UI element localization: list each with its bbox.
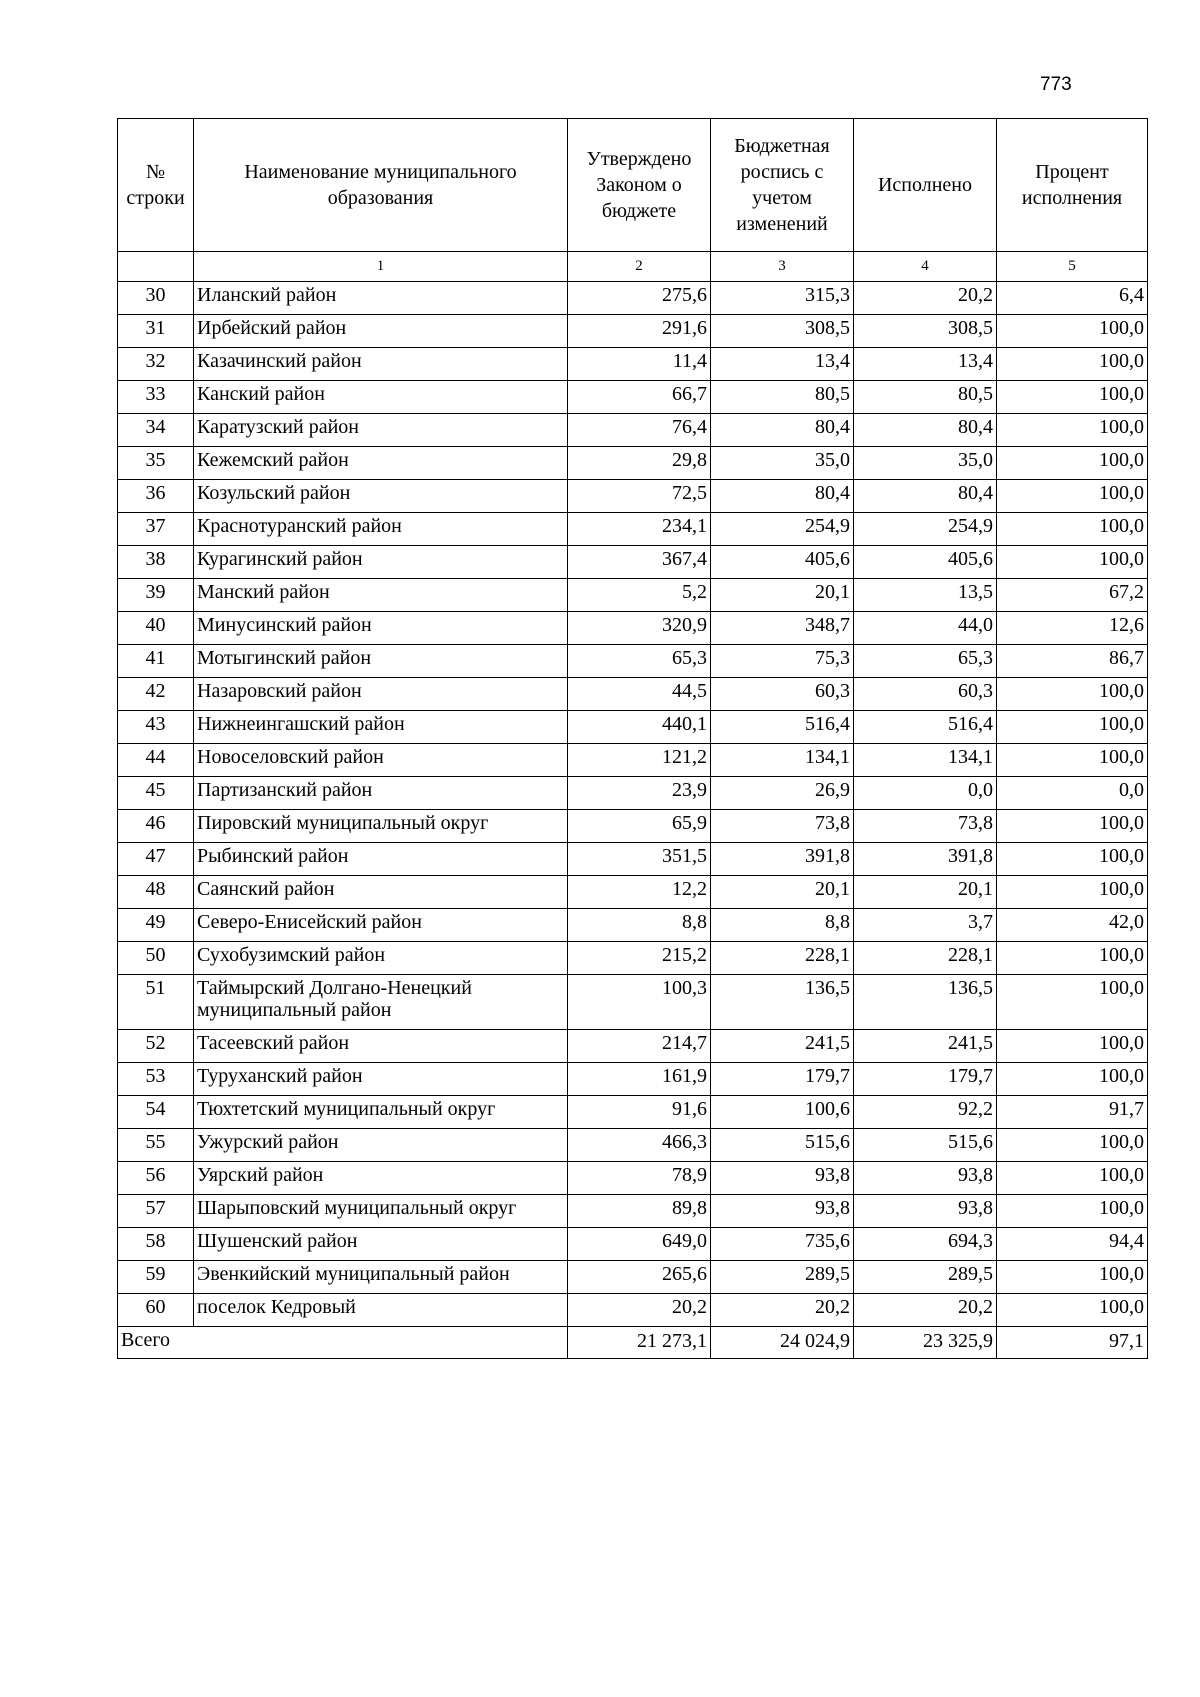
budget-value-cell: 289,5 xyxy=(711,1261,854,1294)
budget-value-cell: 515,6 xyxy=(711,1129,854,1162)
approved-value-cell: 367,4 xyxy=(568,546,711,579)
row-number-cell: 47 xyxy=(118,843,194,876)
municipality-name-cell: Назаровский район xyxy=(194,678,568,711)
municipality-name-cell: Эвенкийский муниципальный район xyxy=(194,1261,568,1294)
municipality-name-cell: Партизанский район xyxy=(194,777,568,810)
percent-value-cell: 86,7 xyxy=(997,645,1148,678)
percent-value-cell: 100,0 xyxy=(997,1294,1148,1327)
executed-value-cell: 73,8 xyxy=(854,810,997,843)
executed-value-cell: 241,5 xyxy=(854,1030,997,1063)
executed-value-cell: 80,4 xyxy=(854,480,997,513)
row-number-cell: 45 xyxy=(118,777,194,810)
executed-value-cell: 308,5 xyxy=(854,315,997,348)
row-number-cell: 49 xyxy=(118,909,194,942)
row-number-cell: 35 xyxy=(118,447,194,480)
percent-value-cell: 100,0 xyxy=(997,1162,1148,1195)
table-row xyxy=(118,777,1148,810)
table-row xyxy=(118,843,1148,876)
percent-value-cell: 100,0 xyxy=(997,348,1148,381)
row-number-cell: 44 xyxy=(118,744,194,777)
row-number-cell: 48 xyxy=(118,876,194,909)
row-number-cell: 30 xyxy=(118,282,194,315)
budget-value-cell: 73,8 xyxy=(711,810,854,843)
executed-value-cell: 93,8 xyxy=(854,1195,997,1228)
approved-value-cell: 100,3 xyxy=(568,975,711,1030)
table-row xyxy=(118,645,1148,678)
row-number-cell: 59 xyxy=(118,1261,194,1294)
municipality-name-cell: Минусинский район xyxy=(194,612,568,645)
municipality-name-cell: Туруханский район xyxy=(194,1063,568,1096)
table-row xyxy=(118,744,1148,777)
percent-value-cell: 100,0 xyxy=(997,447,1148,480)
approved-value-cell: 29,8 xyxy=(568,447,711,480)
approved-value-cell: 65,9 xyxy=(568,810,711,843)
table-row xyxy=(118,1261,1148,1294)
municipality-name-cell: Кежемский район xyxy=(194,447,568,480)
percent-value-cell: 100,0 xyxy=(997,381,1148,414)
municipality-name-cell: Иланский район xyxy=(194,282,568,315)
table-body xyxy=(118,282,1148,1327)
executed-value-cell: 13,5 xyxy=(854,579,997,612)
executed-value-cell: 80,5 xyxy=(854,381,997,414)
table-row xyxy=(118,513,1148,546)
executed-value-cell: 515,6 xyxy=(854,1129,997,1162)
municipality-name-cell: поселок Кедровый xyxy=(194,1294,568,1327)
percent-value-cell: 100,0 xyxy=(997,480,1148,513)
budget-value-cell: 241,5 xyxy=(711,1030,854,1063)
municipality-name-cell: Краснотуранский район xyxy=(194,513,568,546)
municipality-name-cell: Курагинский район xyxy=(194,546,568,579)
table-row xyxy=(118,1063,1148,1096)
row-number-cell: 31 xyxy=(118,315,194,348)
row-number-cell: 33 xyxy=(118,381,194,414)
header-budget-schedule: Бюджетная роспись с учетом изменений xyxy=(711,119,854,252)
row-number-cell: 58 xyxy=(118,1228,194,1261)
percent-value-cell: 91,7 xyxy=(997,1096,1148,1129)
column-number: 2 xyxy=(568,252,711,282)
approved-value-cell: 215,2 xyxy=(568,942,711,975)
total-budget: 24 024,9 xyxy=(711,1327,854,1359)
row-number-cell: 39 xyxy=(118,579,194,612)
row-number-cell: 56 xyxy=(118,1162,194,1195)
executed-value-cell: 93,8 xyxy=(854,1162,997,1195)
budget-value-cell: 391,8 xyxy=(711,843,854,876)
row-number-cell: 57 xyxy=(118,1195,194,1228)
budget-value-cell: 516,4 xyxy=(711,711,854,744)
approved-value-cell: 265,6 xyxy=(568,1261,711,1294)
percent-value-cell: 12,6 xyxy=(997,612,1148,645)
executed-value-cell: 35,0 xyxy=(854,447,997,480)
executed-value-cell: 391,8 xyxy=(854,843,997,876)
approved-value-cell: 78,9 xyxy=(568,1162,711,1195)
header-approved-by-law: Утверждено Законом о бюджете xyxy=(568,119,711,252)
approved-value-cell: 12,2 xyxy=(568,876,711,909)
column-number: 5 xyxy=(997,252,1148,282)
percent-value-cell: 100,0 xyxy=(997,843,1148,876)
percent-value-cell: 100,0 xyxy=(997,1030,1148,1063)
approved-value-cell: 466,3 xyxy=(568,1129,711,1162)
table-header-row xyxy=(118,119,1148,252)
municipality-name-cell: Сухобузимский район xyxy=(194,942,568,975)
percent-value-cell: 100,0 xyxy=(997,1261,1148,1294)
row-number-cell: 38 xyxy=(118,546,194,579)
table-row xyxy=(118,909,1148,942)
municipality-name-cell: Таймырский Долгано-Ненецкий муниципальный район xyxy=(194,975,568,1030)
percent-value-cell: 100,0 xyxy=(997,744,1148,777)
table-row xyxy=(118,876,1148,909)
budget-value-cell: 315,3 xyxy=(711,282,854,315)
header-row-number: № строки xyxy=(118,119,194,252)
executed-value-cell: 80,4 xyxy=(854,414,997,447)
approved-value-cell: 89,8 xyxy=(568,1195,711,1228)
table-row xyxy=(118,348,1148,381)
municipality-name-cell: Нижнеингашский район xyxy=(194,711,568,744)
percent-value-cell: 100,0 xyxy=(997,810,1148,843)
executed-value-cell: 228,1 xyxy=(854,942,997,975)
approved-value-cell: 649,0 xyxy=(568,1228,711,1261)
municipality-name-cell: Казачинский район xyxy=(194,348,568,381)
executed-value-cell: 65,3 xyxy=(854,645,997,678)
percent-value-cell: 100,0 xyxy=(997,975,1148,1030)
percent-value-cell: 0,0 xyxy=(997,777,1148,810)
total-executed: 23 325,9 xyxy=(854,1327,997,1359)
header-execution-percent: Процент исполнения xyxy=(997,119,1148,252)
table-row xyxy=(118,480,1148,513)
budget-execution-table xyxy=(117,118,1148,1359)
row-number-cell: 42 xyxy=(118,678,194,711)
row-number-cell: 52 xyxy=(118,1030,194,1063)
header-executed: Исполнено xyxy=(854,119,997,252)
table-row xyxy=(118,678,1148,711)
budget-value-cell: 308,5 xyxy=(711,315,854,348)
column-number-row xyxy=(118,252,1148,282)
municipality-name-cell: Тасеевский район xyxy=(194,1030,568,1063)
table-row xyxy=(118,381,1148,414)
municipality-name-cell: Рыбинский район xyxy=(194,843,568,876)
municipality-name-cell: Козульский район xyxy=(194,480,568,513)
budget-value-cell: 80,5 xyxy=(711,381,854,414)
row-number-cell: 32 xyxy=(118,348,194,381)
executed-value-cell: 20,2 xyxy=(854,1294,997,1327)
approved-value-cell: 91,6 xyxy=(568,1096,711,1129)
municipality-name-cell: Новоселовский район xyxy=(194,744,568,777)
executed-value-cell: 179,7 xyxy=(854,1063,997,1096)
municipality-name-cell: Шарыповский муниципальный округ xyxy=(194,1195,568,1228)
approved-value-cell: 76,4 xyxy=(568,414,711,447)
municipality-name-cell: Ирбейский район xyxy=(194,315,568,348)
approved-value-cell: 320,9 xyxy=(568,612,711,645)
row-number-cell: 41 xyxy=(118,645,194,678)
budget-value-cell: 735,6 xyxy=(711,1228,854,1261)
municipality-name-cell: Ужурский район xyxy=(194,1129,568,1162)
budget-value-cell: 134,1 xyxy=(711,744,854,777)
budget-value-cell: 254,9 xyxy=(711,513,854,546)
executed-value-cell: 254,9 xyxy=(854,513,997,546)
approved-value-cell: 20,2 xyxy=(568,1294,711,1327)
executed-value-cell: 134,1 xyxy=(854,744,997,777)
row-number-cell: 51 xyxy=(118,975,194,1030)
column-number: 3 xyxy=(711,252,854,282)
row-number-cell: 50 xyxy=(118,942,194,975)
percent-value-cell: 6,4 xyxy=(997,282,1148,315)
approved-value-cell: 275,6 xyxy=(568,282,711,315)
percent-value-cell: 100,0 xyxy=(997,711,1148,744)
table-row xyxy=(118,1030,1148,1063)
executed-value-cell: 13,4 xyxy=(854,348,997,381)
total-approved: 21 273,1 xyxy=(568,1327,711,1359)
approved-value-cell: 44,5 xyxy=(568,678,711,711)
total-percent: 97,1 xyxy=(997,1327,1148,1359)
column-number xyxy=(118,252,194,282)
municipality-name-cell: Канский район xyxy=(194,381,568,414)
table-row xyxy=(118,711,1148,744)
row-number-cell: 43 xyxy=(118,711,194,744)
header-municipality-name: Наименование муниципального образования xyxy=(194,119,568,252)
executed-value-cell: 694,3 xyxy=(854,1228,997,1261)
budget-value-cell: 80,4 xyxy=(711,480,854,513)
row-number-cell: 36 xyxy=(118,480,194,513)
budget-value-cell: 405,6 xyxy=(711,546,854,579)
table-row xyxy=(118,1162,1148,1195)
row-number-cell: 53 xyxy=(118,1063,194,1096)
budget-value-cell: 20,2 xyxy=(711,1294,854,1327)
budget-value-cell: 60,3 xyxy=(711,678,854,711)
approved-value-cell: 8,8 xyxy=(568,909,711,942)
budget-value-cell: 75,3 xyxy=(711,645,854,678)
percent-value-cell: 100,0 xyxy=(997,546,1148,579)
percent-value-cell: 42,0 xyxy=(997,909,1148,942)
table-row xyxy=(118,1294,1148,1327)
table-row xyxy=(118,1129,1148,1162)
executed-value-cell: 289,5 xyxy=(854,1261,997,1294)
approved-value-cell: 11,4 xyxy=(568,348,711,381)
executed-value-cell: 136,5 xyxy=(854,975,997,1030)
budget-value-cell: 228,1 xyxy=(711,942,854,975)
executed-value-cell: 516,4 xyxy=(854,711,997,744)
executed-value-cell: 20,1 xyxy=(854,876,997,909)
budget-value-cell: 93,8 xyxy=(711,1162,854,1195)
table-row xyxy=(118,315,1148,348)
percent-value-cell: 100,0 xyxy=(997,1129,1148,1162)
total-label: Всего xyxy=(118,1327,568,1359)
percent-value-cell: 100,0 xyxy=(997,678,1148,711)
approved-value-cell: 291,6 xyxy=(568,315,711,348)
table-row xyxy=(118,1228,1148,1261)
row-number-cell: 60 xyxy=(118,1294,194,1327)
municipality-name-cell: Северо-Енисейский район xyxy=(194,909,568,942)
budget-value-cell: 26,9 xyxy=(711,777,854,810)
executed-value-cell: 405,6 xyxy=(854,546,997,579)
table-row xyxy=(118,414,1148,447)
percent-value-cell: 100,0 xyxy=(997,414,1148,447)
table-row xyxy=(118,447,1148,480)
budget-value-cell: 179,7 xyxy=(711,1063,854,1096)
executed-value-cell: 92,2 xyxy=(854,1096,997,1129)
row-number-cell: 46 xyxy=(118,810,194,843)
table-row xyxy=(118,579,1148,612)
municipality-name-cell: Уярский район xyxy=(194,1162,568,1195)
budget-value-cell: 93,8 xyxy=(711,1195,854,1228)
table-row xyxy=(118,810,1148,843)
row-number-cell: 37 xyxy=(118,513,194,546)
municipality-name-cell: Шушенский район xyxy=(194,1228,568,1261)
row-number-cell: 34 xyxy=(118,414,194,447)
budget-value-cell: 80,4 xyxy=(711,414,854,447)
approved-value-cell: 72,5 xyxy=(568,480,711,513)
approved-value-cell: 121,2 xyxy=(568,744,711,777)
municipality-name-cell: Каратузский район xyxy=(194,414,568,447)
approved-value-cell: 440,1 xyxy=(568,711,711,744)
budget-value-cell: 8,8 xyxy=(711,909,854,942)
percent-value-cell: 100,0 xyxy=(997,942,1148,975)
executed-value-cell: 44,0 xyxy=(854,612,997,645)
budget-value-cell: 13,4 xyxy=(711,348,854,381)
municipality-name-cell: Саянский район xyxy=(194,876,568,909)
approved-value-cell: 234,1 xyxy=(568,513,711,546)
executed-value-cell: 0,0 xyxy=(854,777,997,810)
budget-value-cell: 20,1 xyxy=(711,579,854,612)
percent-value-cell: 100,0 xyxy=(997,1195,1148,1228)
budget-value-cell: 348,7 xyxy=(711,612,854,645)
column-number: 4 xyxy=(854,252,997,282)
table-row xyxy=(118,546,1148,579)
approved-value-cell: 65,3 xyxy=(568,645,711,678)
municipality-name-cell: Пировский муниципальный округ xyxy=(194,810,568,843)
table-row xyxy=(118,612,1148,645)
budget-value-cell: 136,5 xyxy=(711,975,854,1030)
row-number-cell: 54 xyxy=(118,1096,194,1129)
percent-value-cell: 100,0 xyxy=(997,315,1148,348)
executed-value-cell: 20,2 xyxy=(854,282,997,315)
approved-value-cell: 351,5 xyxy=(568,843,711,876)
executed-value-cell: 3,7 xyxy=(854,909,997,942)
row-number-cell: 55 xyxy=(118,1129,194,1162)
table-row xyxy=(118,1096,1148,1129)
budget-value-cell: 35,0 xyxy=(711,447,854,480)
percent-value-cell: 67,2 xyxy=(997,579,1148,612)
approved-value-cell: 5,2 xyxy=(568,579,711,612)
percent-value-cell: 100,0 xyxy=(997,1063,1148,1096)
column-number: 1 xyxy=(194,252,568,282)
municipality-name-cell: Мотыгинский район xyxy=(194,645,568,678)
municipality-name-cell: Манский район xyxy=(194,579,568,612)
page-number: 773 xyxy=(1040,74,1072,95)
table-row xyxy=(118,282,1148,315)
percent-value-cell: 100,0 xyxy=(997,513,1148,546)
row-number-cell: 40 xyxy=(118,612,194,645)
approved-value-cell: 23,9 xyxy=(568,777,711,810)
table-row xyxy=(118,1195,1148,1228)
percent-value-cell: 94,4 xyxy=(997,1228,1148,1261)
percent-value-cell: 100,0 xyxy=(997,876,1148,909)
executed-value-cell: 60,3 xyxy=(854,678,997,711)
budget-value-cell: 20,1 xyxy=(711,876,854,909)
table-row xyxy=(118,942,1148,975)
approved-value-cell: 214,7 xyxy=(568,1030,711,1063)
approved-value-cell: 161,9 xyxy=(568,1063,711,1096)
total-row xyxy=(118,1327,1148,1359)
approved-value-cell: 66,7 xyxy=(568,381,711,414)
budget-value-cell: 100,6 xyxy=(711,1096,854,1129)
municipality-name-cell: Тюхтетский муниципальный округ xyxy=(194,1096,568,1129)
table-row xyxy=(118,975,1148,1030)
